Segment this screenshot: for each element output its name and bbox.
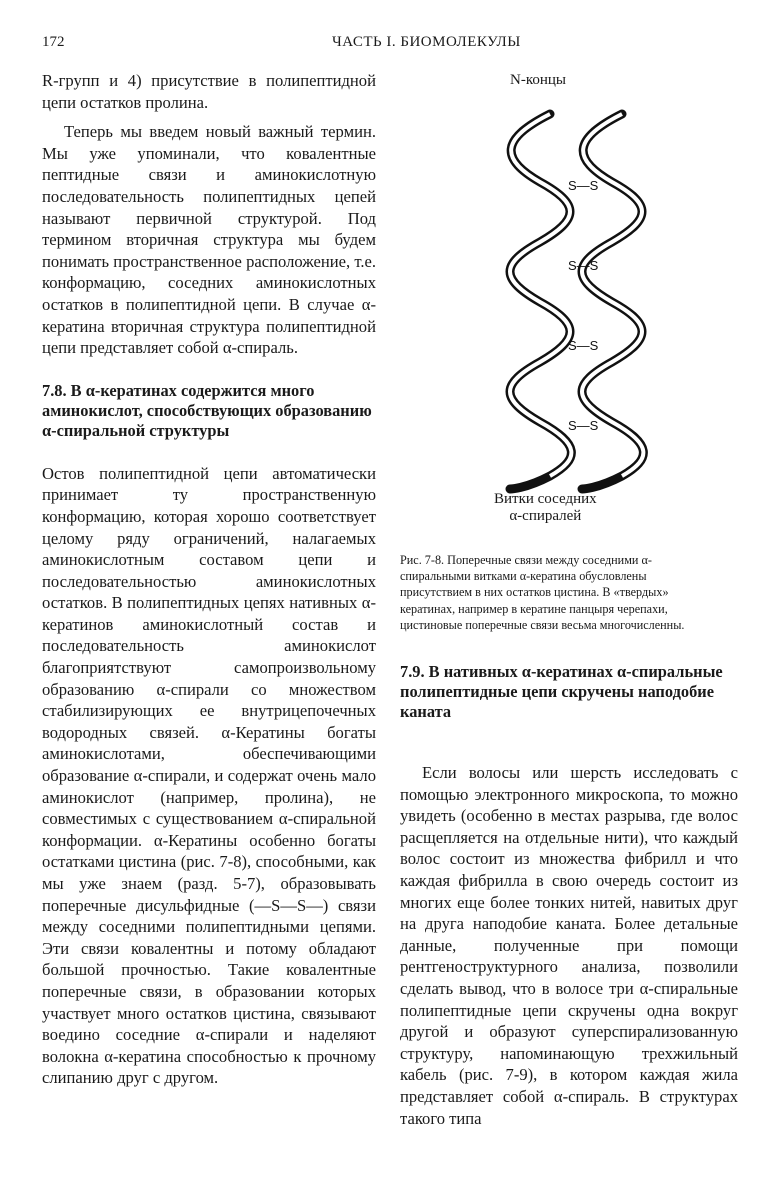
figure-7-8 bbox=[400, 64, 738, 632]
figure-label-helix-turns bbox=[494, 491, 597, 525]
paragraph: Остов полипептидной цепи автоматически принимает ту пространственную конформацию, которая хорошо соответствует целому ряду ограничений, налагаемых аминокислотным составом цепи и последовательностью аминокислотных остатков. В полипептидных цепях нативных α-кератинов аминокислотный состав и последовательность аминокислот благоприятствуют самопроизвольному образованию α-спирали со множеством стабилизирующих ее внутрицепочечных водородных связей. α-Кератины богаты аминокислотами, обеспечивающими образование α-спирали, и содержат очень мало аминокислот (например, пролина), не совместимых с существованием α-спиральной конформации. α-Кератины особенно богаты остатками цистина (рис. 7-8), способными, как мы уже знаем (разд. 5-7), образовывать поперечные дисульфидные (—S—S—) связи между соседними полипептидными цепями. Эти связи ковалентны и потому обладают большой прочностью. Такие ковалентные поперечные связи, в образовании которых участвует много остатков цистина, связывают воедино соседние α-спирали и наделяют волокна α-кератина способностью к прочному слипанию друг с другом. bbox=[42, 463, 376, 1088]
paragraph: Теперь мы введем новый важный термин. Мы уже упоминали, что ковалентные пептидные связи и аминокислотную последовательность полипептидных цепей называют первичной структурой. Под термином вторичная структура мы будем понимать пространственное расположение, т.е. конформацию, соседних аминокислотных остатков в полипептидной цепи. В случае α-кератина вторичная структура полипептидной цепи представляет собой α-спираль. bbox=[42, 122, 376, 358]
paragraph: R-групп и 4) присутствие в полипептидной цепи остатков пролина. bbox=[42, 71, 376, 112]
label-line: α-спиралей bbox=[509, 508, 582, 524]
section-heading-7-8: 7.8. В α-кератинах содержится много аминокислот, способствующих образованию α-спиральной структуры bbox=[42, 380, 372, 440]
disulfide-bond: S—S bbox=[568, 178, 599, 193]
disulfide-bond: S—S bbox=[568, 338, 599, 353]
right-column-text bbox=[400, 762, 738, 1129]
section-heading-7-9: 7.9. В нативных α-кератинах α-спиральные полипептидные цепи скручены наподобие каната bbox=[400, 662, 723, 721]
disulfide-bond: S—S bbox=[568, 418, 599, 433]
helices-diagram bbox=[400, 64, 738, 494]
figure-caption: Рис. 7-8. Поперечные связи между соседними α-спиральными витками α-кератина обусловлены присутствием в них остатков цистина. В «твердых» кератинах, например в кератине панцыря черепахи, цистиновые поперечные связи весьма многочисленны. bbox=[400, 553, 685, 632]
left-column bbox=[42, 70, 376, 1089]
page-number: 172 bbox=[42, 34, 65, 50]
running-title: ЧАСТЬ I. БИОМОЛЕКУЛЫ bbox=[332, 34, 521, 50]
label-line: Витки соседних bbox=[494, 491, 597, 507]
page-header bbox=[42, 34, 739, 56]
paragraph: Если волосы или шерсть исследовать с помощью электронного микроскопа, то можно увидеть (особенно в местах разрыва, где волос расщепляется на отдельные нити), что каждый волос состоит из множества фибрилл и что каждая фибрилла в свою очередь состоит из многих еще более тонких нитей, навитых друг на друга наподобие каната. Более детальные данные, полученные при помощи рентгеноструктурного анализа, позволили сделать вывод, что в волосе три α-спиральные полипептидные цепи скручены одна вокруг другой и образуют суперспирализованную структуру, напоминающую трехжильный кабель (рис. 7-9), в котором каждая жила представляет собой α-спираль. В структурах такого типа bbox=[400, 763, 738, 1128]
figure-label-n-termini: N-концы bbox=[510, 72, 566, 88]
right-column bbox=[400, 64, 738, 1128]
disulfide-bond: S—S bbox=[568, 258, 599, 273]
